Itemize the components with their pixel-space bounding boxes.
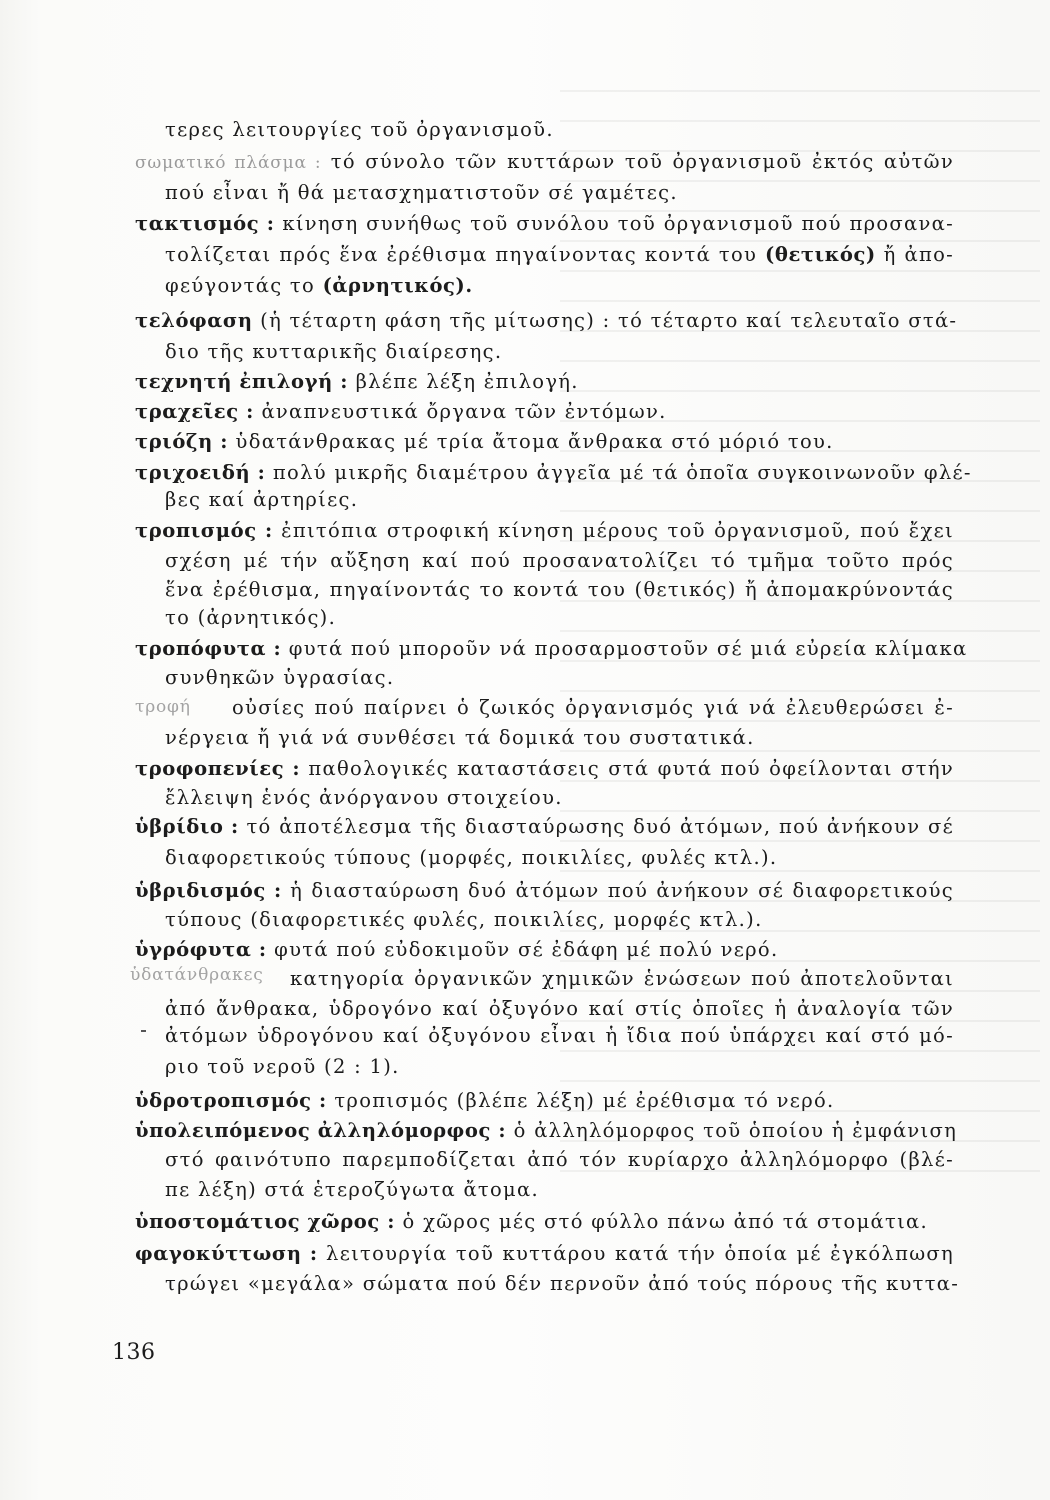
entry-definition: πολύ μικρῆς διαμέτρου ἀγγεῖα μέ τά ὁποῖα συγκοινωνοῦν φλέ- (272, 461, 972, 484)
entry-definition: τροπισμός (βλέπε λέξη) μέ ἐρέθισμα τό νερό. (334, 1089, 835, 1112)
glossary-entry-recessive-allele (135, 1118, 958, 1144)
glossary-line: τύπους (διαφορετικές φυλές, ποικιλίες, μορφές κτλ.). (165, 908, 763, 931)
entry-term: ὑδατάνθρακες (130, 965, 264, 985)
glossary-entry-trophopenias (135, 756, 954, 782)
entry-term: τραχεῖες : (135, 400, 254, 423)
entry-term: σωματικό πλάσμα : (135, 153, 322, 173)
glossary-entry-capillaries (135, 460, 972, 486)
entry-definition: ὑδατάνθρακας μέ τρία ἄτομα ἄνθρακα στό μόριό του. (235, 430, 834, 453)
glossary-line: τερες λειτουργίες τοῦ ὀργανισμοῦ. (165, 118, 554, 141)
glossary-line: πε λέξη) στά ἑτεροζύγωτα ἄτομα. (165, 1178, 539, 1201)
glossary-line: διαφορετικούς τύπους (μορφές, ποικιλίες, φυλές κτλ.). (165, 846, 778, 869)
glossary-line (165, 242, 954, 268)
entry-definition: τό σύνολο τῶν κυττάρων τοῦ ὀργανισμοῦ ἐκτός αὐτῶν (330, 150, 954, 173)
glossary-line: τρώγει «μεγάλα» σώματα πού δέν περνοῦν ἀπό τούς πόρους τῆς κυττα- (165, 1272, 960, 1295)
entry-definition: ἀναπνευστικά ὄργανα τῶν ἐντόμων. (261, 400, 667, 423)
stray-mark (141, 1030, 146, 1032)
text-run-bold: (ἀρνητικός). (322, 274, 473, 297)
page-number: 136 (112, 1340, 156, 1365)
entry-definition: φυτά πού εὐδοκιμοῦν σέ ἐδάφη μέ πολύ νερό. (274, 938, 779, 961)
entry-term: ὑδροτροπισμός : (135, 1089, 327, 1112)
glossary-line: το (ἀρνητικός). (165, 606, 337, 629)
glossary-line: ἀπό ἄνθρακα, ὑδρογόνο καί ὀξυγόνο καί στίς ὁποῖες ἡ ἀναλογία τῶν (165, 997, 954, 1020)
entry-definition: (ἡ τέταρτη φάση τῆς μίτωσης) : τό τέταρτο καί τελευταῖο στά- (260, 309, 958, 332)
glossary-entry-tracheae (135, 399, 667, 425)
glossary-entry-taxis (135, 211, 954, 237)
glossary-entry-phagocytosis (135, 1241, 954, 1267)
entry-definition: βλέπε λέξη ἐπιλογή. (355, 370, 579, 393)
glossary-entry-hygrophytes (135, 937, 778, 963)
text-run: φεύγοντάς το (165, 274, 316, 297)
entry-term: ὑποστομάτιος χῶρος : (135, 1210, 396, 1233)
entry-term: φαγοκύττωση : (135, 1242, 318, 1265)
glossary-entry-artificial-selection (135, 369, 579, 395)
entry-definition: λειτουργία τοῦ κυττάρου κατά τήν ὁποία μέ ἐγκόλπωση (326, 1242, 954, 1265)
entry-term: ὑγρόφυτα : (135, 938, 267, 961)
entry-term: τεχνητή ἐπιλογή : (135, 370, 349, 393)
glossary-line: στό φαινότυπο παρεμποδίζεται ἀπό τόν κυρίαρχο ἀλληλόμορφο (βλέ- (165, 1148, 954, 1171)
entry-definition: φυτά πού μποροῦν νά προσαρμοστοῦν σέ μιά εὐρεία κλίμακα (288, 637, 968, 660)
entry-term: ὑπολειπόμενος ἀλληλόμορφος : (135, 1119, 507, 1142)
entry-term: τριχοειδή : (135, 461, 266, 484)
entry-term: τροπισμός : (135, 519, 273, 542)
glossary-line: συνθηκῶν ὑγρασίας. (165, 666, 395, 689)
entry-definition: ὁ ἀλληλόμορφος τοῦ ὁποίου ἡ ἐμφάνιση (513, 1119, 958, 1142)
glossary-entry-tropism (135, 518, 954, 544)
glossary-line: πού εἶναι ἤ θά μετασχηματιστοῦν σέ γαμέτες. (165, 181, 678, 204)
glossary-line: διο τῆς κυτταρικῆς διαίρεσης. (165, 340, 503, 363)
text-run: τολίζεται πρός ἕνα ἐρέθισμα πηγαίνοντας κοντά του (165, 243, 758, 266)
glossary-entry-food: οὐσίες πού παίρνει ὁ ζωικός ὀργανισμός γιά νά ἐλευθερώσει ἐ- (232, 696, 954, 719)
glossary-line: ἔλλειψη ἑνός ἀνόργανου στοιχείου. (165, 786, 563, 809)
text-run-bold: (θετικός) (765, 243, 876, 266)
entry-definition: ἡ διασταύρωση δυό ἀτόμων πού ἀνήκουν σέ διαφορετικούς (290, 879, 954, 902)
entry-definition: κίνηση συνήθως τοῦ συνόλου τοῦ ὀργανισμοῦ πού προσανα- (282, 212, 955, 235)
glossary-entry-telophase (135, 308, 958, 334)
glossary-entry-triose (135, 429, 834, 455)
glossary-line: ἕνα ἐρέθισμα, πηγαίνοντάς το κοντά του (θετικός) ἤ ἀπομακρύνοντάς (165, 578, 954, 601)
glossary-entry-carbohydrates: κατηγορία ὀργανικῶν χημικῶν ἑνώσεων πού ἀποτελοῦνται (290, 967, 954, 990)
glossary-entry-substomatal-chamber (135, 1209, 928, 1235)
entry-definition: τό ἀποτέλεσμα τῆς διασταύρωσης δυό ἀτόμων, πού ἀνήκουν σέ (246, 815, 954, 838)
entry-term: τελόφαση (135, 309, 253, 332)
entry-definition: παθολογικές καταστάσεις στά φυτά πού ὀφείλονται στήν (308, 757, 954, 780)
text-run: ἤ ἀπο- (883, 243, 955, 266)
glossary-entry-tropophytes (135, 636, 968, 662)
entry-definition: ὁ χῶρος μές στό φύλλο πάνω ἀπό τά στομάτια. (402, 1210, 929, 1233)
glossary-entry-hybrid (135, 814, 954, 840)
entry-term: τροφοπενίες : (135, 757, 301, 780)
glossary-line (165, 273, 473, 299)
glossary-entry-somatic-plasma (135, 149, 954, 175)
glossary-entry-hydrotropism (135, 1088, 835, 1114)
entry-term: τακτισμός : (135, 212, 275, 235)
entry-term: τροφή (135, 697, 191, 717)
glossary-line: σχέση μέ τήν αὔξηση καί πού προσανατολίζει τό τμῆμα τοῦτο πρός (165, 549, 954, 572)
entry-term: ὑβριδισμός : (135, 879, 282, 902)
glossary-line: ριο τοῦ νεροῦ (2 : 1). (165, 1055, 400, 1078)
entry-definition: ἐπιτόπια στροφική κίνηση μέρους τοῦ ὀργανισμοῦ, πού ἔχει (281, 519, 954, 542)
glossary-entry-hybridization (135, 878, 954, 904)
entry-term: τροπόφυτα : (135, 637, 282, 660)
glossary-line: ἀτόμων ὑδρογόνου καί ὀξυγόνου εἶναι ἡ ἴδια πού ὑπάρχει καί στό μό- (165, 1024, 954, 1047)
entry-term: τριόζη : (135, 430, 229, 453)
entry-term: ὑβρίδιο : (135, 815, 239, 838)
glossary-line: βες καί ἀρτηρίες. (165, 488, 359, 511)
glossary-line: νέργεια ἤ γιά νά συνθέσει τά δομικά του συστατικά. (165, 726, 755, 749)
